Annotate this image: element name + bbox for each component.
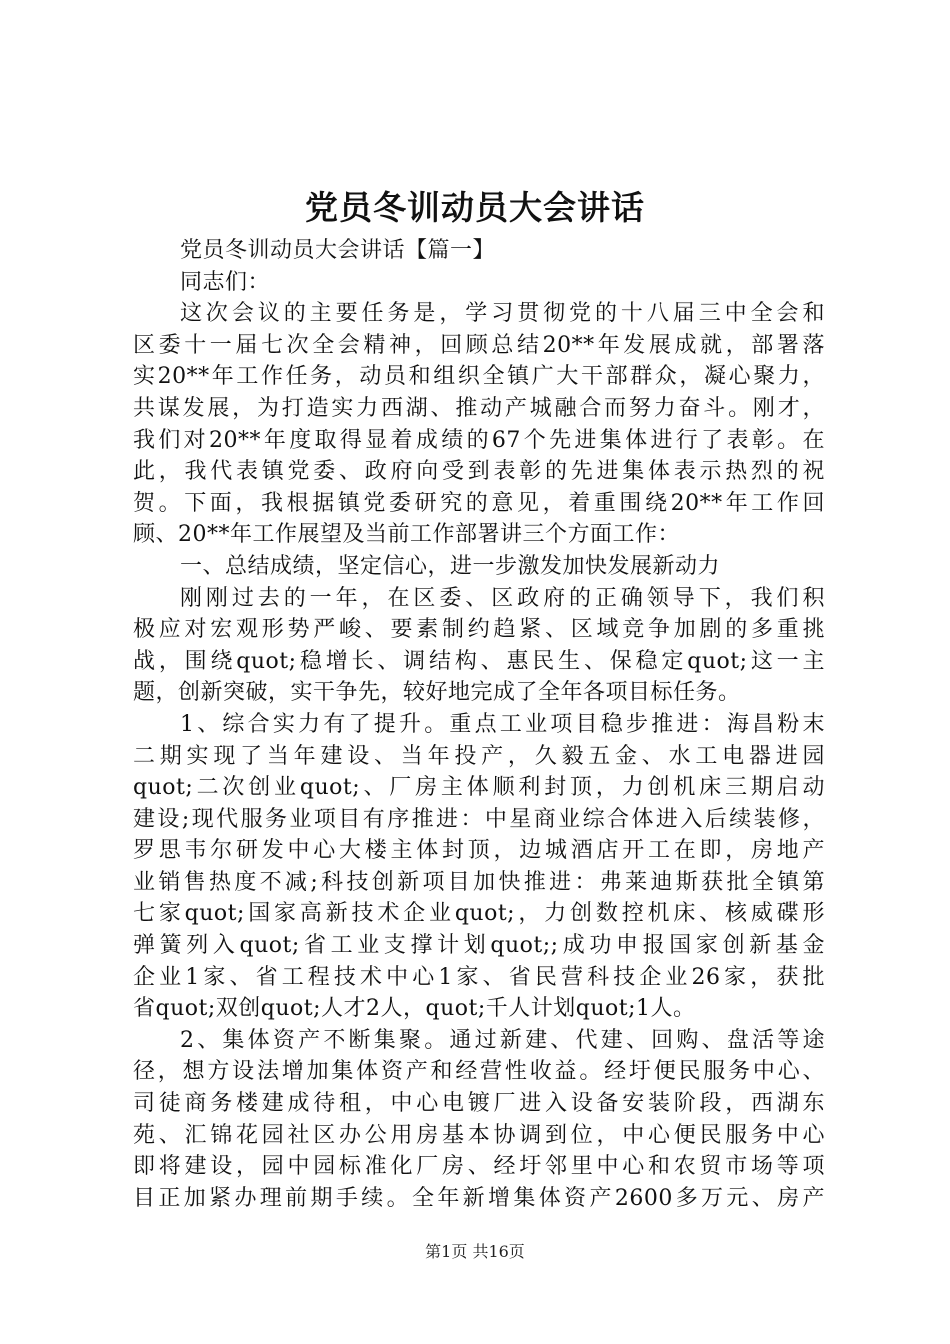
text-line: 题，创新突破，实干争先，较好地完成了全年各项目标任务。 — [133, 680, 741, 706]
text-line: 即将建设，园中园标准化厂房、经圩邻里中心和农贸市场等项 — [133, 1154, 825, 1180]
text-line: quot;二次创业quot;、厂房主体顺利封顶，力创机床三期启动 — [133, 775, 825, 801]
text-line: 1、综合实力有了提升。重点工业项目稳步推进：海昌粉末 — [180, 711, 825, 737]
text-line: 建设;现代服务业项目有序推进：中星商业综合体进入后续装修， — [133, 806, 825, 832]
text-line: 目正加紧办理前期手续。全年新增集体资产2600多万元、房产 — [133, 1185, 825, 1211]
document-body — [133, 235, 825, 1214]
text-line: 极应对宏观形势严峻、要素制约趋紧、区域竞争加剧的多重挑 — [133, 617, 825, 643]
text-line: 2、集体资产不断集聚。通过新建、代建、回购、盘活等途 — [180, 1027, 825, 1053]
text-line: 顾、20**年工作展望及当前工作部署讲三个方面工作： — [133, 522, 680, 548]
text-line: 苑、汇锦花园社区办公用房基本协调到位，中心便民服务中心 — [133, 1122, 825, 1148]
section-heading: 一、总结成绩，坚定信心，进一步激发加快发展新动力 — [180, 553, 721, 579]
text-line: 弹簧列入quot;省工业支撑计划quot;;成功申报国家创新基金 — [133, 933, 825, 959]
text-line: 企业1家、省工程技术中心1家、省民营科技企业26家，获批 — [133, 964, 825, 990]
page-footer: 第1页 共16页 — [425, 1242, 525, 1261]
text-line: 区委十一届七次全会精神，回顾总结20**年发展成就，部署落 — [133, 332, 825, 358]
text-line: 七家quot;国家高新技术企业quot;，力创数控机床、核威碟形 — [133, 901, 825, 927]
text-line: 罗思韦尔研发中心大楼主体封顶，边城酒店开工在即，房地产 — [133, 838, 825, 864]
text-line: 此，我代表镇党委、政府向受到表彰的先进集体表示热烈的祝 — [133, 459, 825, 485]
text-line: 二期实现了当年建设、当年投产，久毅五金、水工电器进园 — [133, 743, 825, 769]
text-line: 战，围绕quot;稳增长、调结构、惠民生、保稳定quot;这一主 — [133, 648, 825, 674]
text-line: 这次会议的主要任务是，学习贯彻党的十八届三中全会和 — [180, 301, 825, 327]
text-line: 贺。下面，我根据镇党委研究的意见，着重围绕20**年工作回 — [133, 490, 825, 516]
text-line: 径，想方设法增加集体资产和经营性收益。经圩便民服务中心、 — [133, 1059, 825, 1085]
text-line: 共谋发展，为打造实力西湖、推动产城融合而努力奋斗。刚才， — [133, 395, 825, 421]
text-line: 刚刚过去的一年，在区委、区政府的正确领导下，我们积 — [180, 585, 825, 611]
page-title: 党员冬训动员大会讲话 — [305, 188, 645, 227]
text-line: 省quot;双创quot;人才2人，quot;千人计划quot;1人。 — [133, 996, 696, 1022]
text-line: 实20**年工作任务，动员和组织全镇广大干部群众，凝心聚力， — [133, 364, 825, 390]
text-line: 我们对20**年度取得显着成绩的67个先进集体进行了表彰。在 — [133, 427, 825, 453]
text-line: 司徒商务楼建成待租，中心电镀厂进入设备安装阶段，西湖东 — [133, 1091, 825, 1117]
salutation: 同志们： — [180, 269, 271, 295]
section-heading: 党员冬训动员大会讲话【篇一】 — [180, 238, 496, 263]
text-line: 业销售热度不减;科技创新项目加快推进：弗莱迪斯获批全镇第 — [133, 869, 825, 895]
